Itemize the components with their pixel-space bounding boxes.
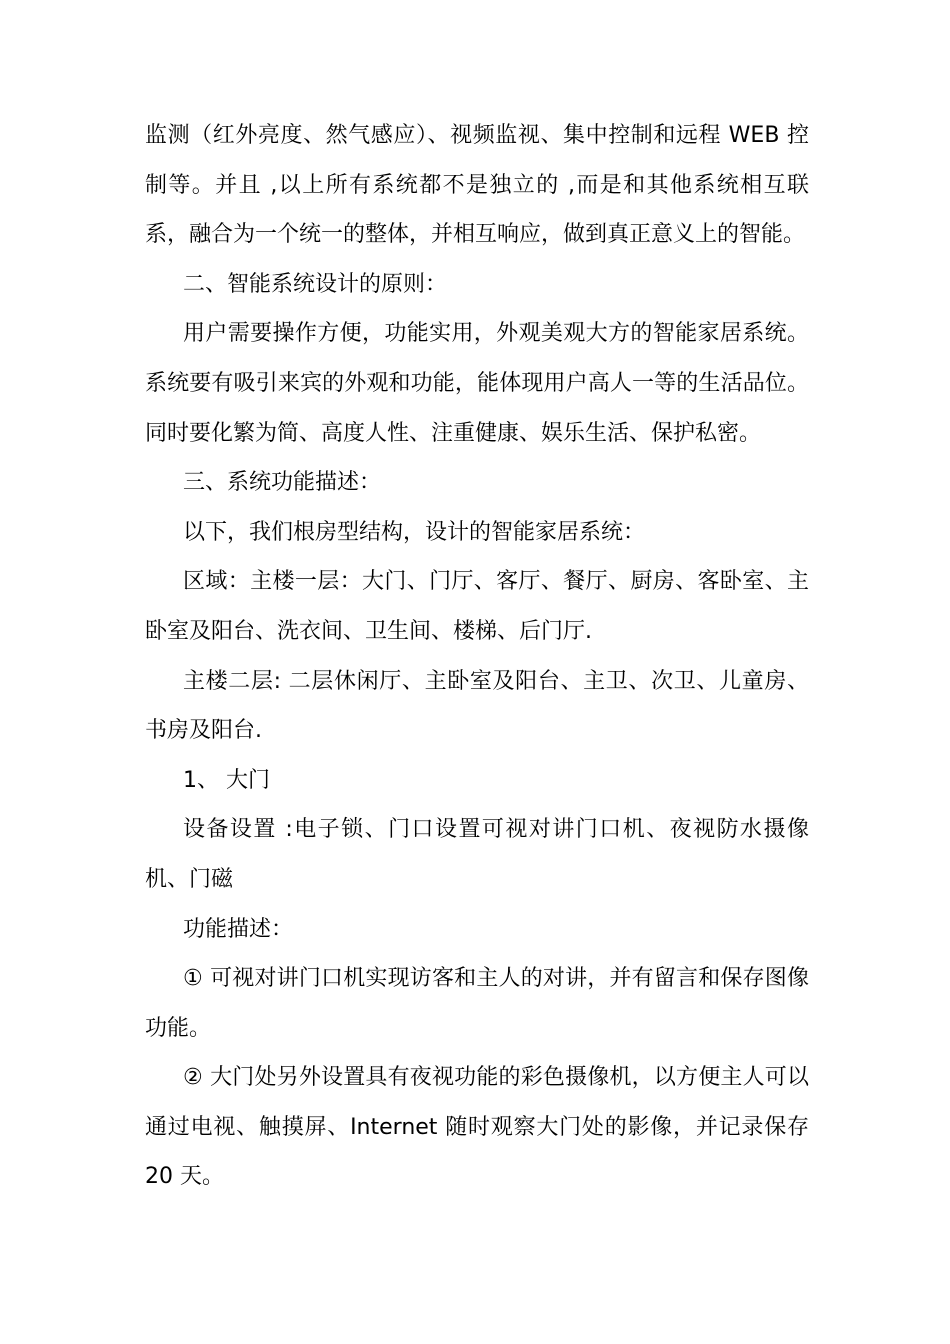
paragraph-second-floor-areas: 主楼二层: 二层休闲厅、主卧室及阳台、主卫、次卫、儿童房、书房及阳台. [145, 668, 809, 744]
paragraph-first-floor-areas: 区域：主楼一层：大门、门厅、客厅、餐厅、厨房、客卧室、主卧室及阳台、洗衣间、卫生间、楼梯、后门厅. [145, 569, 809, 644]
paragraph-item-1: ① 可视对讲门口机实现访客和主人的对讲，并有留言和保存图像功能。 [145, 966, 809, 1041]
paragraph-monitoring-continuation: 监测（红外亮度、然气感应）、视频监视、集中控制和远程 WEB 控制等。并且 ,以上所有系统都不是独立的 ,而是和其他系统相互联系，融合为一个统一的整体，并相互响应，做到真正意义上的智能。 [145, 123, 809, 248]
section-heading-function-description: 三、系统功能描述： [183, 470, 382, 496]
label-function-description: 功能描述： [183, 916, 294, 942]
paragraph-design-principles: 用户需要操作方便，功能实用，外观美观大方的智能家居系统。系统要有吸引来宾的外观和功能，能体现用户高人一等的生活品位。同时要化繁为简、高度人性、注重健康、娱乐生活、保护私密。 [145, 321, 809, 446]
section-heading-design-principles: 二、智能系统设计的原则： [183, 271, 448, 297]
paragraph-intro: 以下，我们根房型结构，设计的智能家居系统： [183, 519, 646, 545]
paragraph-item-2: ② 大门处另外设置具有夜视功能的彩色摄像机，以方便主人可以通过电视、触摸屏、Internet 随时观察大门处的影像，并记录保存 20 天。 [145, 1065, 809, 1190]
paragraph-device-settings: 设备设置 :电子锁、门口设置可视对讲门口机、夜视防水摄像机、门磁 [145, 817, 809, 892]
subheading-main-gate: 1、 大门 [183, 767, 270, 793]
document-body [145, 111, 809, 1202]
